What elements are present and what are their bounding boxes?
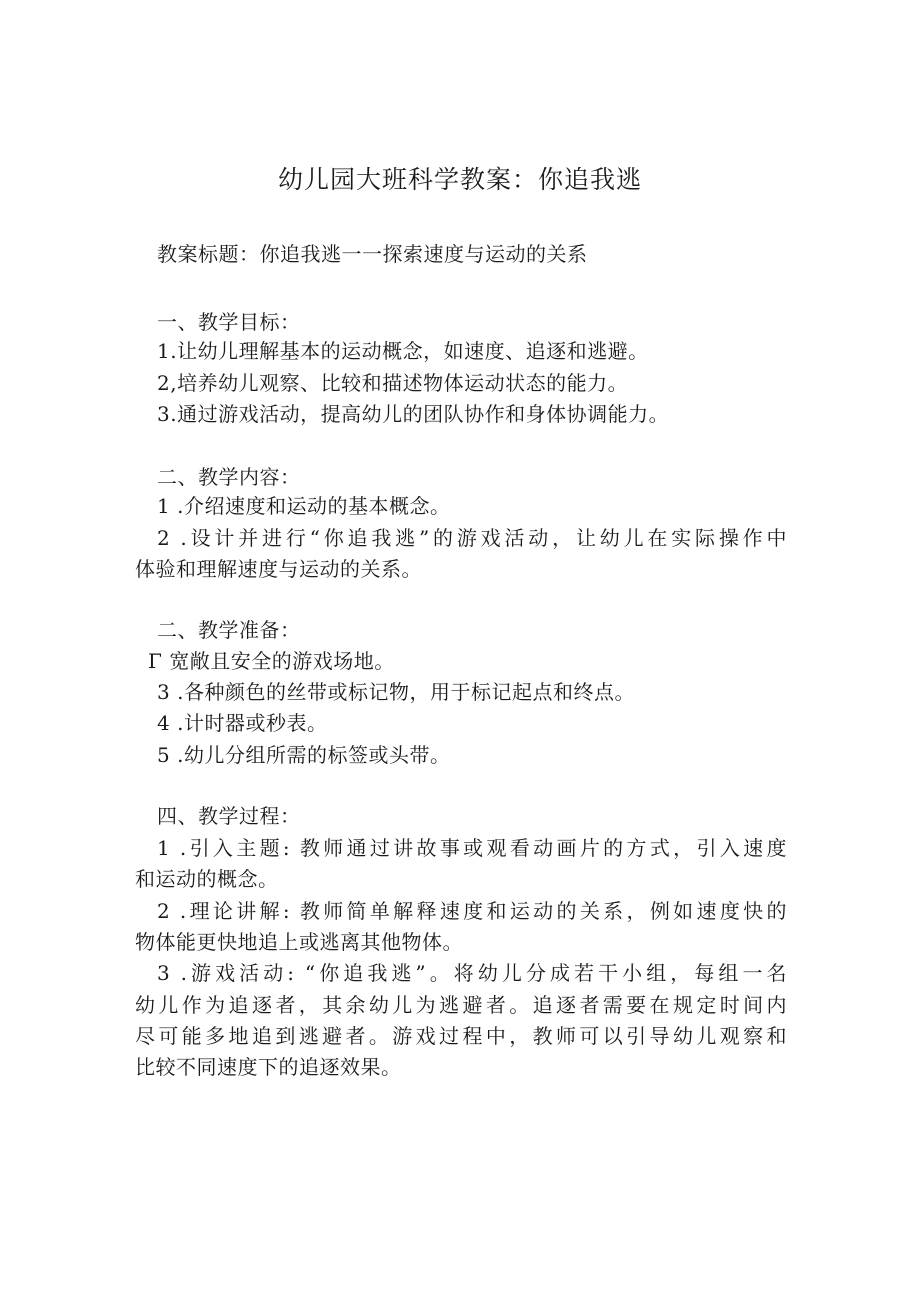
section-heading-objectives: 一、教学目标： bbox=[157, 310, 301, 334]
preparation-item: Γ 宽敞且安全的游戏场地。 bbox=[148, 649, 395, 673]
preparation-item: 4 .计时器或秒表。 bbox=[157, 711, 328, 735]
objective-item: 1.让幼儿理解基本的运动概念，如速度、追逐和逃避。 bbox=[157, 339, 649, 363]
process-item-continuation: 尽可能多地追到逃避者。游戏过程中，教师可以引导幼儿观察和 bbox=[135, 1024, 787, 1048]
objective-item: 2,培养幼儿观察、比较和描述物体运动状态的能力。 bbox=[157, 371, 629, 395]
preparation-item: 3 .各种颜色的丝带或标记物，用于标记起点和终点。 bbox=[157, 680, 635, 704]
process-item-continuation: 和运动的概念。 bbox=[135, 867, 279, 891]
objective-item: 3.通过游戏活动，提高幼儿的团队协作和身体协调能力。 bbox=[157, 402, 670, 426]
content-item: 1 .介绍速度和运动的基本概念。 bbox=[157, 494, 451, 518]
content-item: 2 .设计并进行“你追我逃”的游戏活动，让幼儿在实际操作中 bbox=[157, 526, 787, 550]
content-item-continuation: 体验和理解速度与运动的关系。 bbox=[135, 557, 422, 581]
process-item: 1 .引入主题: 教师通过讲故事或观看动画片的方式，引入速度 bbox=[157, 836, 787, 860]
section-heading-content: 二、教学内容： bbox=[157, 465, 301, 489]
process-item: 3 .游戏活动: “你追我逃”。将幼儿分成若干小组，每组一名 bbox=[157, 961, 787, 985]
section-heading-process: 四、教学过程： bbox=[157, 804, 301, 828]
process-item-continuation: 物体能更快地追上或逃离其他物体。 bbox=[135, 930, 463, 954]
section-heading-preparation: 二、教学准备： bbox=[157, 618, 301, 642]
process-item-continuation: 比较不同速度下的追逐效果。 bbox=[135, 1055, 402, 1079]
preparation-item: 5 .幼儿分组所需的标签或头带。 bbox=[157, 743, 451, 767]
lesson-subtitle: 教案标题：你追我逃一一探索速度与运动的关系 bbox=[157, 242, 588, 266]
process-item-continuation: 幼儿作为追逐者，其余幼儿为逃避者。追逐者需要在规定时间内 bbox=[135, 993, 787, 1017]
process-item: 2 .理论讲解: 教师简单解释速度和运动的关系，例如速度快的 bbox=[157, 899, 787, 923]
document-title: 幼儿园大班科学教案：你追我逃 bbox=[277, 165, 642, 194]
